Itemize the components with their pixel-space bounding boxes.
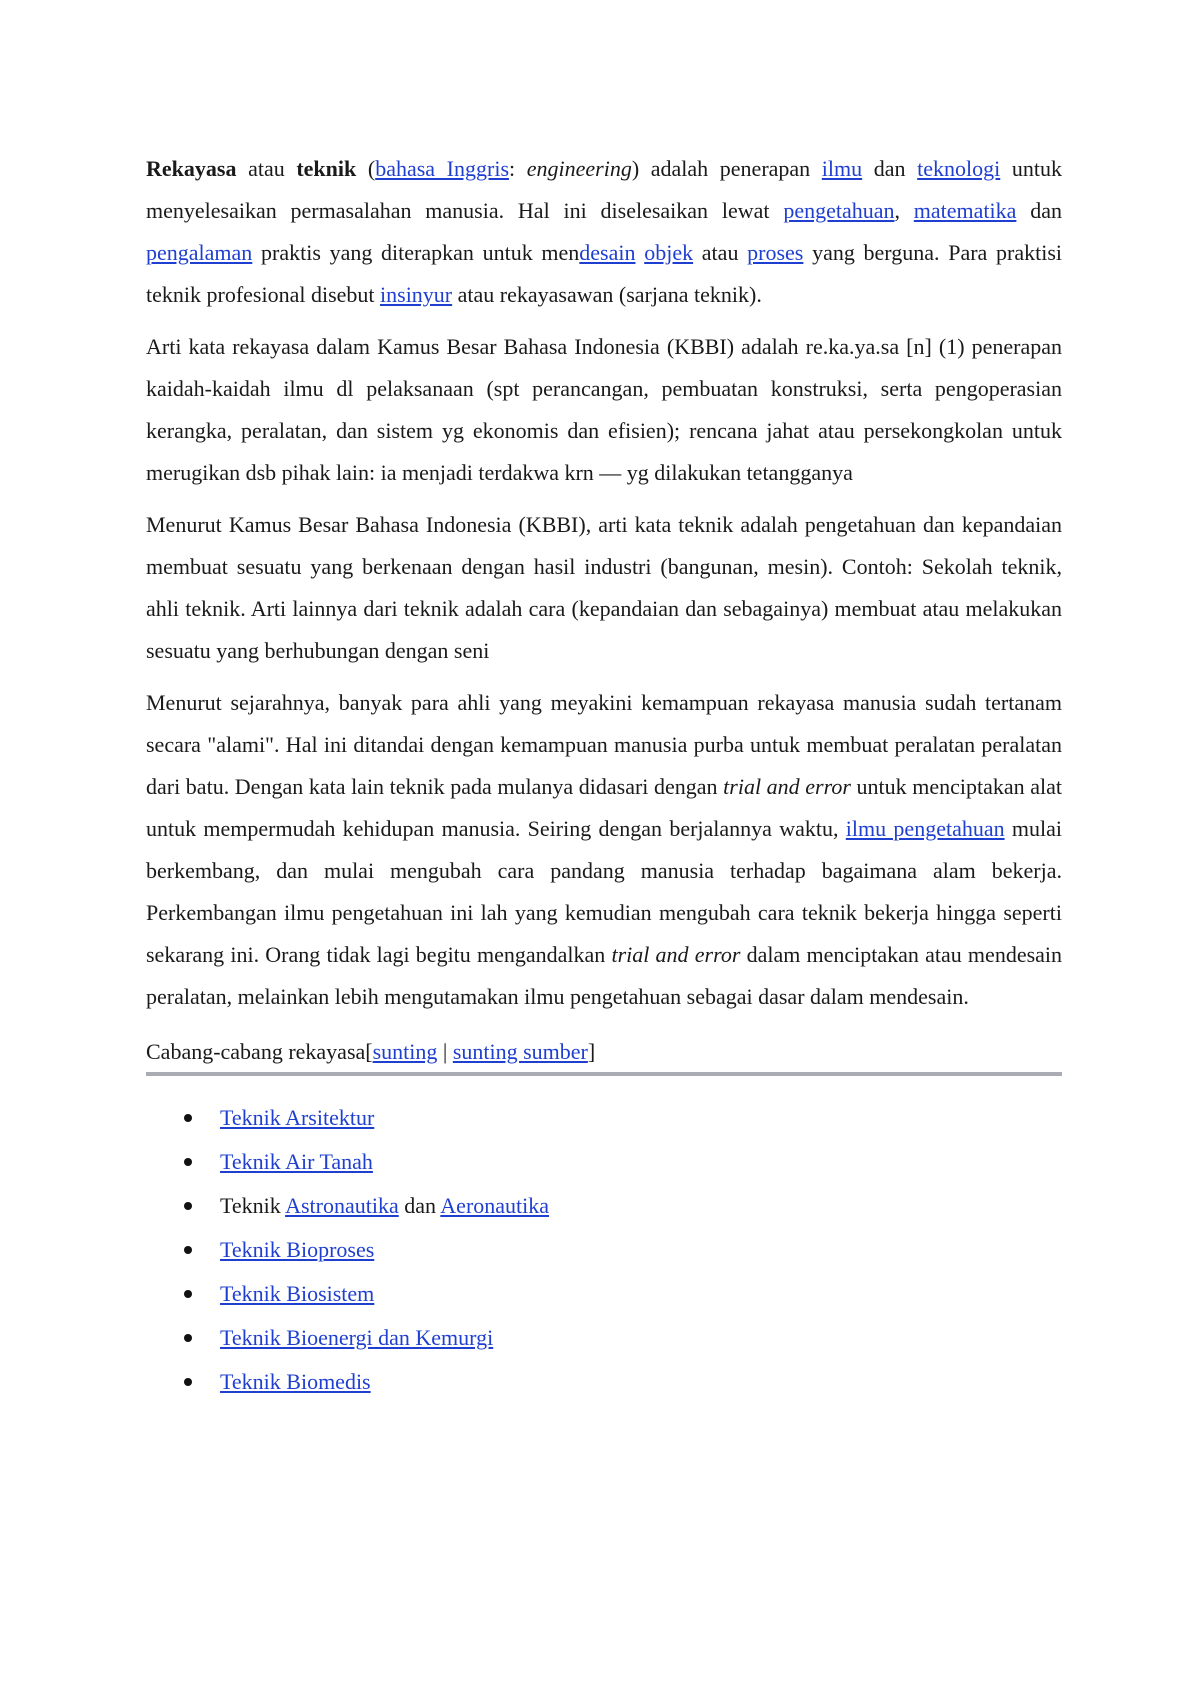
bullet-icon [184, 1290, 192, 1298]
bullet-icon [184, 1378, 192, 1386]
link-pengalaman[interactable]: pengalaman [146, 240, 253, 265]
link-bahasa-inggris[interactable]: bahasa Inggris [375, 156, 509, 181]
text-span: untuk menciptakan alat untuk mempermudah kehidupan manusia. Seiring dengan berjalannya waktu, [146, 774, 1062, 841]
list-item [220, 1316, 1062, 1360]
text-span: dan [862, 156, 918, 181]
link-teknik-air-tanah[interactable]: Teknik Air Tanah [220, 1149, 373, 1174]
link-teknik-bioenergi-dan-kemurgi[interactable]: Teknik Bioenergi dan Kemurgi [220, 1325, 494, 1350]
list-item [220, 1228, 1062, 1272]
link-ilmu[interactable]: ilmu [821, 156, 863, 181]
text-span: untuk menyelesaikan permasalahan manusia. Hal ini diselesaikan lewat [146, 156, 1062, 223]
bullet-icon [184, 1202, 192, 1210]
text-span: Teknik [220, 1193, 286, 1218]
bullet-icon [184, 1246, 192, 1254]
text-span: dalam menciptakan atau mendesain peralatan, melainkan lebih mengutamakan ilmu pengetahuan sebagai dasar dalam mendesain. [146, 942, 1063, 1009]
list-item [220, 1360, 1062, 1404]
link-pengetahuan[interactable]: pengetahuan [783, 198, 895, 223]
text-span: atau rekayasawan (sarjana teknik). [452, 282, 762, 307]
text-span: , [894, 198, 914, 223]
section-heading [146, 1032, 1062, 1076]
history-paragraph [146, 682, 1062, 1018]
text-span: mulai berkembang, dan mulai mengubah cara pandang manusia terhadap bagaimana alam bekerja. Perkembangan ilmu pengetahuan ini lah yang kemudian mengubah cara teknik bekerja hingga seperti sekarang ini. Orang tidak lagi begitu mengandalkan [146, 816, 1062, 967]
link-ilmu-pengetahuan[interactable]: ilmu pengetahuan [845, 816, 1005, 841]
list-item [220, 1272, 1062, 1316]
text-span: atau [236, 156, 297, 181]
text-span: ) adalah penerapan [631, 156, 822, 181]
bullet-icon [184, 1114, 192, 1122]
text-span: atau [693, 240, 748, 265]
bullet-icon [184, 1158, 192, 1166]
intro-paragraph [146, 148, 1062, 316]
text-span: : [509, 156, 527, 181]
document-page [146, 148, 1062, 1404]
link-matematika[interactable]: matematika [913, 198, 1017, 223]
link-aeronautika[interactable]: Aeronautika [440, 1193, 550, 1218]
italic-trial-and-error: trial and error [611, 942, 741, 967]
term-rekayasa: Rekayasa [146, 156, 237, 181]
link-teknologi[interactable]: teknologi [917, 156, 1001, 181]
text-span: dan [398, 1193, 441, 1218]
text-span: praktis yang diterapkan untuk men [252, 240, 580, 265]
bullet-icon [184, 1334, 192, 1342]
kbbi-teknik-paragraph: Menurut Kamus Besar Bahasa Indonesia (KBBI), arti kata teknik adalah pengetahuan dan kepandaian membuat sesuatu yang berkenaan dengan hasil industri (bangunan, mesin). Contoh: Sekolah teknik, ahli teknik. Arti lainnya dari teknik adalah cara (kepandaian dan sebagainya) membuat atau melakukan sesuatu yang berhubungan dengan seni [146, 512, 1062, 663]
link-desain[interactable]: desain [579, 240, 636, 265]
text-span: Menurut sejarahnya, banyak para ahli yang meyakini kemampuan rekayasa manusia sudah tertanam secara "alami". Hal ini ditandai dengan kemampuan manusia purba untuk membuat peralatan peralatan dari batu. Dengan kata lain teknik pada mulanya didasari dengan [146, 690, 1062, 799]
link-proses[interactable]: proses [747, 240, 804, 265]
list-item [220, 1140, 1062, 1184]
bracket: ] [587, 1039, 596, 1064]
link-teknik-biomedis[interactable]: Teknik Biomedis [220, 1369, 371, 1394]
text-span [636, 240, 645, 265]
text-span: ( [356, 156, 376, 181]
text-span: yang berguna. Para praktisi teknik profesional disebut [146, 240, 1062, 307]
section-title: Cabang-cabang rekayasa [146, 1039, 366, 1064]
link-teknik-biosistem[interactable]: Teknik Biosistem [220, 1281, 375, 1306]
bracket: [ [365, 1039, 373, 1064]
edit-link[interactable]: sunting [372, 1039, 438, 1064]
link-objek[interactable]: objek [644, 240, 694, 265]
term-engineering: engineering [526, 156, 632, 181]
link-astronautika[interactable]: Astronautika [285, 1193, 399, 1218]
text-span: dan [1016, 198, 1062, 223]
kbbi-rekayasa-paragraph: Arti kata rekayasa dalam Kamus Besar Bahasa Indonesia (KBBI) adalah re.ka.ya.sa [n] (1) penerapan kaidah-kaidah ilmu dl pelaksanaan (spt perancangan, pembuatan konstruksi, serta pengoperasian kerangka, peralatan, dan sistem yg ekonomis dan efisien); rencana jahat atau persekongkolan untuk merugikan dsb pihak lain: ia menjadi terdakwa krn — yg dilakukan tetangganya [146, 334, 1062, 485]
list-item [220, 1096, 1062, 1140]
term-teknik: teknik [296, 156, 357, 181]
link-teknik-arsitektur[interactable]: Teknik Arsitektur [220, 1105, 375, 1130]
list-item [220, 1184, 1062, 1228]
link-teknik-bioproses[interactable]: Teknik Bioproses [220, 1237, 375, 1262]
edit-source-link[interactable]: sunting sumber [452, 1039, 588, 1064]
link-insinyur[interactable]: insinyur [380, 282, 453, 307]
italic-trial-and-error: trial and error [723, 774, 851, 799]
separator: | [437, 1039, 453, 1064]
branches-list [146, 1096, 1062, 1404]
